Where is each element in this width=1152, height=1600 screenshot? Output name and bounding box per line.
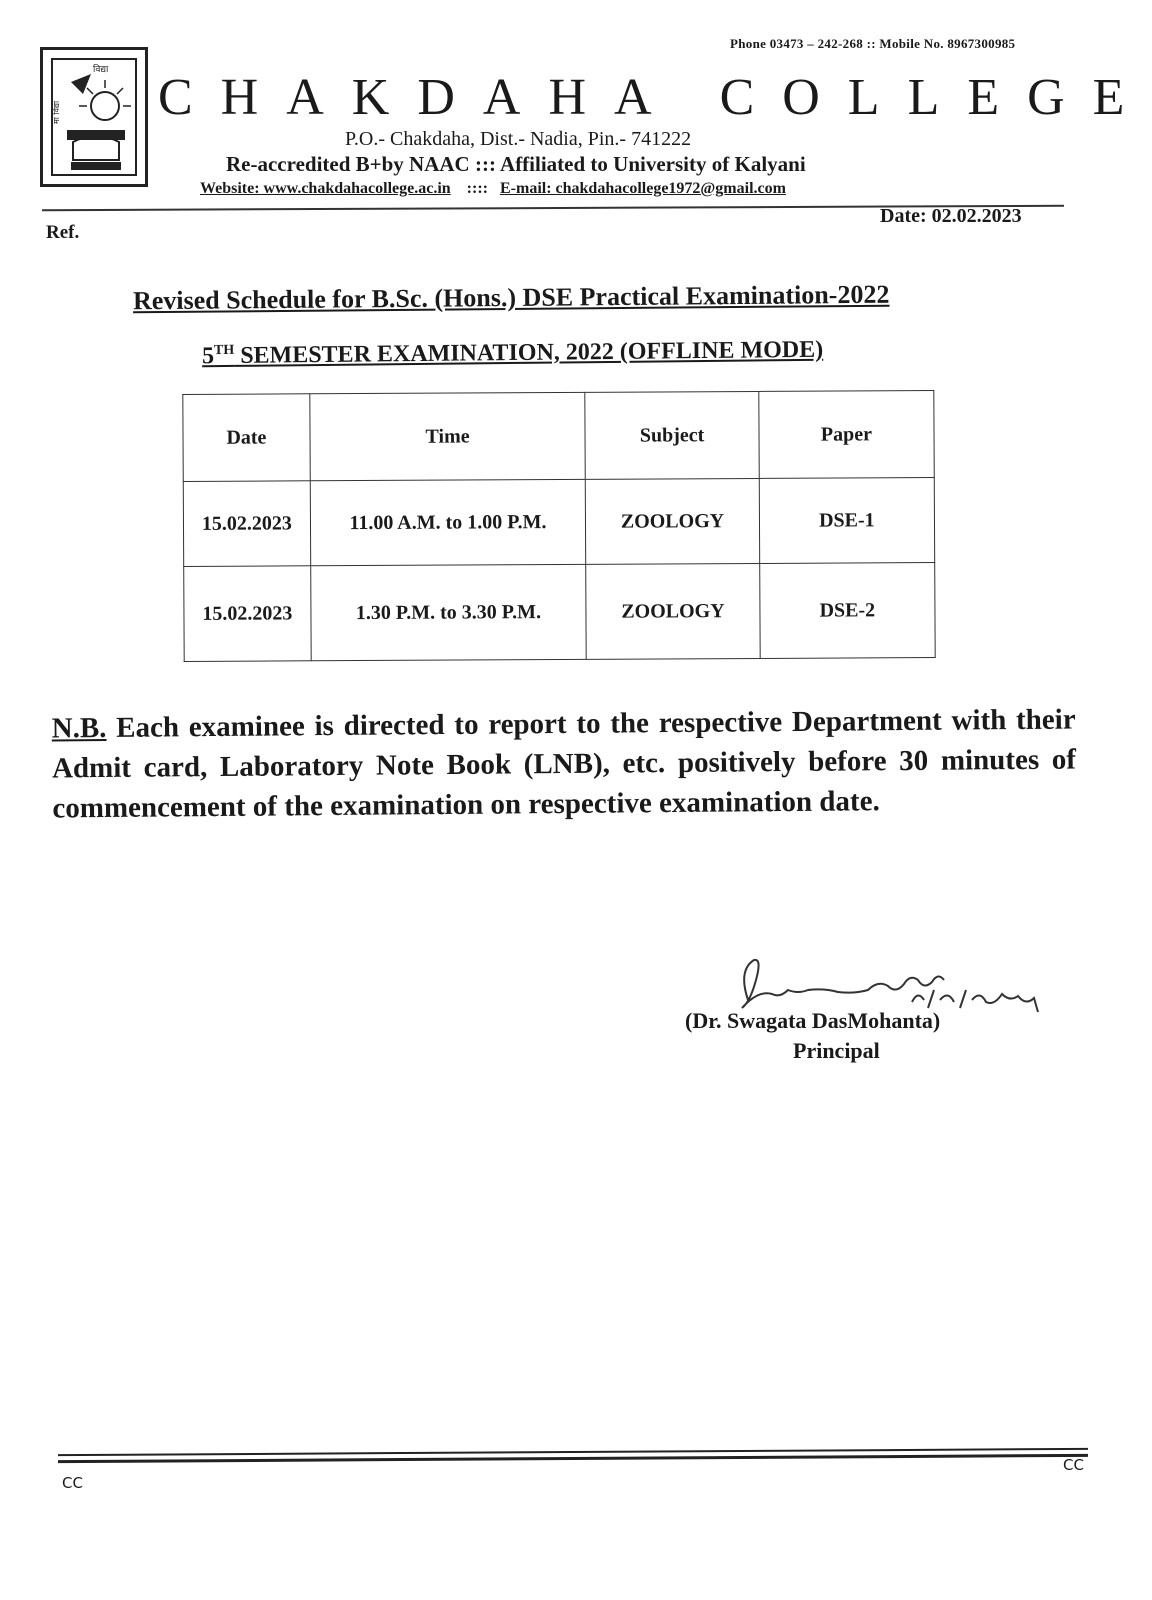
college-logo xyxy=(40,47,148,187)
cell-subject: ZOOLOGY xyxy=(586,478,760,564)
college-name-word1: CHAKDAHA xyxy=(158,69,680,126)
note-text: Each examinee is directed to report to the respective Department with their Admit card, Laboratory Note Book (LNB), etc. positively before 30 minutes of commencement of the examination on respective examination date. xyxy=(51,703,1077,825)
cell-paper: DSE-2 xyxy=(759,563,935,659)
table-row xyxy=(184,563,935,662)
subtitle-rest: SEMESTER EXAMINATION, 2022 (OFFLINE MODE) xyxy=(234,336,824,369)
phone-line: Phone 03473 – 242-268 :: Mobile No. 8967300985 xyxy=(730,36,1016,51)
document-date: Date: 02.02.2023 xyxy=(880,205,1022,227)
schedule-table xyxy=(182,390,935,662)
cell-time: 11.00 A.M. to 1.00 P.M. xyxy=(310,479,586,565)
subtitle-number: 5 xyxy=(201,343,215,370)
cc-left: CC xyxy=(62,1474,83,1492)
email-link[interactable]: E-mail: chakdahacollege1972@gmail.com xyxy=(499,180,786,197)
note-label: N.B. xyxy=(51,711,107,745)
cell-date: 15.02.2023 xyxy=(184,566,311,662)
header-date: Date xyxy=(183,394,310,482)
note-paragraph xyxy=(51,700,1076,829)
website-link[interactable]: Website: www.chakdahacollege.ac.in xyxy=(200,180,451,197)
page-title: Revised Schedule for B.Sc. (Hons.) DSE Practical Examination-2022 xyxy=(132,279,890,316)
svg-text:मा विद्या: मा विद्या xyxy=(52,100,61,124)
subtitle-sup: TH xyxy=(213,342,235,359)
ref-label: Ref. xyxy=(46,222,80,243)
contact-separator: :::: xyxy=(466,180,488,197)
header-subject: Subject xyxy=(585,391,759,479)
footer-divider xyxy=(58,1454,1088,1463)
college-name xyxy=(158,68,1152,127)
contact-line xyxy=(200,180,786,198)
header-time: Time xyxy=(310,392,586,480)
table-header-row xyxy=(183,391,934,482)
cell-paper: DSE-1 xyxy=(759,478,935,564)
accreditation: Re-accredited B+by NAAC ::: Affiliated to University of Kalyani xyxy=(226,152,806,176)
cell-date: 15.02.2023 xyxy=(183,481,310,567)
cell-subject: ZOOLOGY xyxy=(586,563,760,659)
svg-text:विद्या: विद्या xyxy=(93,65,109,75)
subtitle xyxy=(202,337,823,371)
address: P.O.- Chakdaha, Dist.- Nadia, Pin.- 741222 xyxy=(345,128,692,150)
table-row xyxy=(183,478,934,567)
cc-right: CC xyxy=(1063,1456,1084,1474)
signer-name: (Dr. Swagata DasMohanta) xyxy=(685,1008,941,1033)
cell-time: 1.30 P.M. to 3.30 P.M. xyxy=(310,564,586,660)
college-name-word2: COLLEGE xyxy=(719,69,1152,126)
header-paper: Paper xyxy=(759,391,935,479)
signer-role: Principal xyxy=(793,1038,880,1063)
